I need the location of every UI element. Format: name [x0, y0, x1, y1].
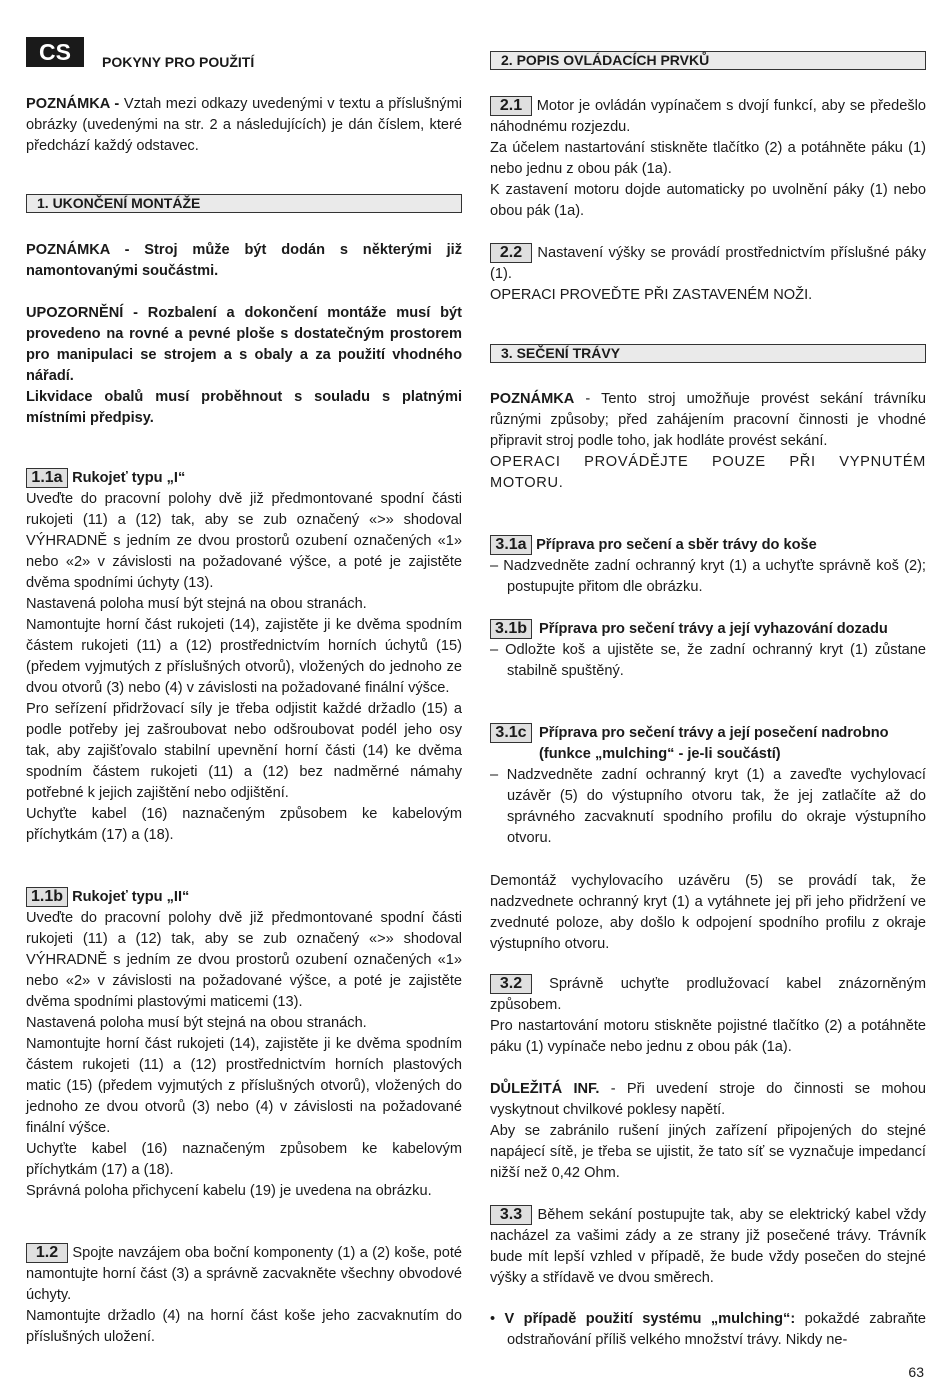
subsection-title: Rukojeť typu „II“	[72, 889, 190, 905]
section-badge: 3.1a	[490, 535, 532, 555]
paragraph: Aby se zabránilo rušení jiných zařízení připojených do stejné napájecí sítě, je třeba se ujistit, že tato síť se vyznačuje impedancí nižší než 0,42 Ohm.	[490, 1123, 926, 1181]
important-label: DŮLEŽITÁ INF.	[490, 1081, 600, 1097]
note-text: Vztah mezi odkazy uvedenými v textu a příslušnými obrázky (uvedenými na str. 2 a následujících) je dán číslem, které předchází každý odstavec.	[26, 96, 462, 154]
section-heading-mowing: 3. SEČENÍ TRÁVY	[490, 344, 926, 363]
section-3-2	[490, 974, 926, 1058]
page-number: 63	[908, 1364, 924, 1380]
paragraph: Pro seřízení přidržovací síly je třeba odjistit každé držadlo (15) a podle potřeby jej zašroubovat nebo odšroubovat podél jeho osy tak, aby zajišťovalo stabilní upevnění horní části (14) ke dvěma spodním částem rukojeti (11) a (12) bez nadměrné námahy potřebné k jejich zajištění nebo odjištění.	[26, 701, 462, 801]
section-badge: 1.1a	[26, 468, 68, 488]
section-badge: 1.2	[26, 1243, 68, 1263]
section-3-1c	[490, 723, 926, 849]
section-heading-assembly: 1. UKONČENÍ MONTÁŽE	[26, 194, 462, 213]
paragraph: Uveďte do pracovní polohy dvě již předmontované spodní části rukojeti (11) a (12) tak, aby se zub označený «>» shodoval VÝHRADNĚ s jedním ze dvou prostorů ozubení označených «1» nebo «2» v závislosti na požadované výšce, a poté je zajistěte dvěma spodními úchyty (13).	[26, 491, 462, 591]
list-item: – Odložte koš a ujistěte se, že zadní ochranný kryt (1) zůstane stabilně spuštěný.	[490, 642, 926, 679]
section-1-1b	[26, 887, 462, 1202]
note-preassembled: POZNÁMKA - Stroj může být dodán s některými již namontovanými součástmi.	[26, 242, 462, 279]
paragraph: Spojte navzájem oba boční komponenty (1) a (2) koše, poté namontujte horní část (3) a správně zacvakněte všechny obvodové úchyty.	[26, 1245, 462, 1303]
note-paragraph	[26, 94, 462, 157]
disposal-paragraph: Likvidace obalů musí proběhnout s souladu s platnými místními předpisy.	[26, 389, 462, 426]
subsection-title: Příprava pro sečení trávy a její posečení nadrobno (funkce „mulching“ - je-li součástí)	[539, 725, 889, 762]
caps-instruction: OPERACI PROVÁDĚJTE POUZE PŘI VYPNUTÉM MOTORU.	[490, 454, 926, 491]
section-badge: 3.3	[490, 1205, 532, 1225]
paragraph: Namontujte horní část rukojeti (14), zajistěte ji ke dvěma spodním částem rukojeti (11) a (12) prostřednictvím horních plastových matic (15) (předem vyjmutých z příslušných otvorů), vložených do jednoho ze dvou otvorů (3) nebo (4) v závislosti na požadované finální výšce.	[26, 1036, 462, 1136]
section-heading-controls: 2. POPIS OVLÁDACÍCH PRVKŮ	[490, 51, 926, 70]
section-badge: 1.1b	[26, 887, 68, 907]
section-badge: 2.1	[490, 96, 532, 116]
paragraph: Nastavená poloha musí být stejná na obou stranách.	[26, 1015, 367, 1031]
paragraph: Během sekání postupujte tak, aby se elektrický kabel vždy nacházel za vašimi zády a ze strany již posečené trávy. Trávník bude mít lepší vzhled v případě, že bude vždy posečen do stejné výšky a střídavě ve dvou směrech.	[490, 1207, 926, 1286]
section-1-1a	[26, 468, 462, 846]
list-item: – Nadzvedněte zadní ochranný kryt (1) a zaveďte vychylovací uzávěr (5) do výstupního otvoru tak, že jej zatlačíte až do správného zacvaknutí spodního profilu do okraje výstupního otvoru.	[490, 767, 926, 846]
paragraph: Motor je ovládán vypínačem s dvojí funkcí, aby se předešlo náhodnému rozjezdu.	[490, 98, 926, 135]
section-badge: 2.2	[490, 243, 532, 263]
bullet-icon: •	[490, 1311, 505, 1327]
paragraph: Správně uchyťte prodlužovací kabel znázorněným způsobem.	[490, 976, 926, 1013]
bullet-item-mulching	[490, 1309, 926, 1351]
subsection-title: Rukojeť typu „I“	[72, 470, 186, 486]
paragraph: Namontujte horní část rukojeti (14), zajistěte ji ke dvěma spodním částem rukojeti (11) a (12) prostřednictvím horních úchytů (15) (předem vyjmutých z příslušných otvorů), vložených do jednoho ze dvou otvorů (3) nebo (4) v závislosti na požadované finální výšce.	[26, 617, 462, 696]
paragraph: Uchyťte kabel (16) naznačeným způsobem ke kabelovým příchytkám (17) a (18).	[26, 806, 462, 843]
list-item: – Nadzvedněte zadní ochranný kryt (1) a uchyťte správně koš (2); postupujte přitom dle obrázku.	[490, 558, 926, 595]
subsection-title: Příprava pro sečení a sběr trávy do koše	[536, 537, 817, 553]
section-3-1b	[490, 619, 926, 682]
paragraph: Namontujte držadlo (4) na horní část koše jeho zacvaknutím do příslušných uložení.	[26, 1308, 462, 1345]
important-info	[490, 1079, 926, 1184]
section-2-2	[490, 243, 926, 306]
subsection-title: Příprava pro sečení trávy a její vyhazování dozadu	[539, 621, 888, 637]
note-text: - Tento stroj umožňuje provést sekání trávníku různými způsoby; před zahájením pracovní činnosti je vhodné připravit stroj podle toho, jak hodláte provést sekání.	[490, 391, 926, 449]
section-2-1	[490, 96, 926, 222]
section-badge: 3.1b	[490, 619, 532, 639]
removal-paragraph: Demontáž vychylovacího uzávěru (5) se provádí tak, že nadzvednete ochranný kryt (1) a vytáhnete jej při jeho přidržení ve zvednuté poloze, aby došlo k odpojení spodního profilu z okraje výstupního otvoru.	[490, 873, 926, 952]
section-3-3	[490, 1205, 926, 1289]
language-badge: CS	[26, 37, 84, 67]
paragraph: - Při uvedení stroje do činnosti se mohou vyskytnout chvilkové poklesy napětí.	[490, 1081, 926, 1118]
paragraph: Uchyťte kabel (16) naznačeným způsobem ke kabelovým příchytkám (17) a (18).	[26, 1141, 462, 1178]
paragraph: Nastavená poloha musí být stejná na obou stranách.	[26, 596, 367, 612]
section-badge: 3.1c	[490, 723, 532, 743]
paragraph: Za účelem nastartování stiskněte tlačítko (2) a potáhněte páku (1) nebo jednu z obou pák (1a).	[490, 140, 926, 177]
mowing-note	[490, 389, 926, 494]
note-label: POZNÁMKA	[490, 391, 575, 407]
section-1-2	[26, 1243, 462, 1348]
paragraph: Nastavení výšky se provádí prostřednictvím příslušné páky (1).	[490, 245, 926, 282]
bullet-label: V případě použití systému „mulching“:	[504, 1311, 796, 1327]
section-3-1a	[490, 535, 926, 598]
note-label: POZNÁMKA -	[26, 96, 120, 112]
paragraph: Správná poloha přichycení kabelu (19) je uvedena na obrázku.	[26, 1183, 432, 1199]
paragraph: OPERACI PROVEĎTE PŘI ZASTAVENÉM NOŽI.	[490, 287, 813, 303]
paragraph: K zastavení motoru dojde automaticky po uvolnění páky (1) nebo obou pák (1a).	[490, 182, 926, 219]
bullet-text: pokaždé zabraňte odstraňování příliš velkého množství trávy. Nikdy ne-	[507, 1311, 926, 1348]
page-title: POKYNY PRO POUŽITÍ	[102, 54, 255, 70]
paragraph: Uveďte do pracovní polohy dvě již předmontované spodní části rukojeti (11) a (12) tak, aby se zub označený «>» shodoval VÝHRADNĚ s jedním ze dvou prostorů ozubení označených «1» nebo «2» v závislosti na požadované výšce, a poté je zajistěte dvěma spodními plastovými maticemi (13).	[26, 910, 462, 1010]
paragraph: Pro nastartování motoru stiskněte pojistné tlačítko (2) a potáhněte páku (1) vypínače nebo jednu z obou pák (1a).	[490, 1018, 926, 1055]
section-badge: 3.2	[490, 974, 532, 994]
warning-paragraph: UPOZORNĚNÍ - Rozbalení a dokončení montáže musí být provedeno na rovné a pevné ploše s dostatečným prostorem pro manipulaci se strojem a s obaly a za použití vhodného nářadí.	[26, 305, 462, 384]
